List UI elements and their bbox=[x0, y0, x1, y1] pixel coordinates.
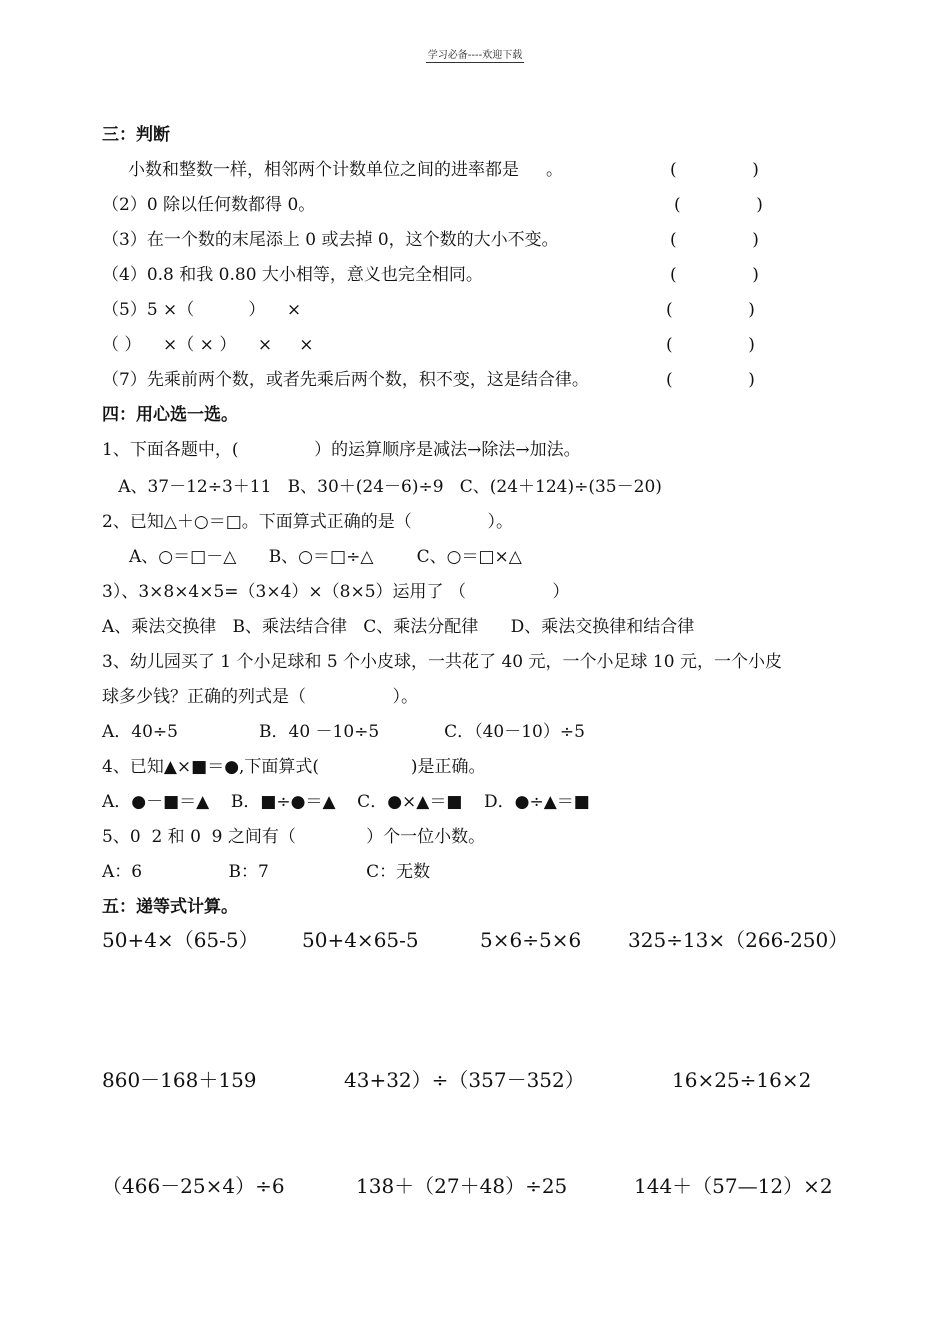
section3-title: 三：判断 bbox=[102, 125, 170, 145]
judge-paren-7[interactable]: ( ) bbox=[666, 370, 755, 390]
choice-line-9: A．40÷5 B．40 －10÷5 C．（40－10）÷5 bbox=[102, 722, 585, 742]
choice-line-6: A、乘法交换律 B、乘法结合律 C、乘法分配律 D、乘法交换律和结合律 bbox=[102, 617, 695, 637]
calc-3-3: 144＋（57—12）×2 bbox=[634, 1174, 833, 1198]
calc-1-2: 50+4×65-5 bbox=[302, 928, 419, 952]
judge-paren-1[interactable]: ( ) bbox=[670, 160, 759, 180]
judge-item-2: （2）0 除以任何数都得 0。 bbox=[102, 195, 316, 215]
choice-line-4: A、○＝□－△ B、○＝□÷△ C、○＝□×△ bbox=[102, 547, 522, 567]
choice-line-2: A、37－12÷3＋11 B、30＋(24－6)÷9 C、(24＋124)÷(35－20) bbox=[102, 477, 662, 497]
section5-title: 五：递等式计算。 bbox=[102, 897, 238, 917]
judge-item-1: 小数和整数一样，相邻两个计数单位之间的进率都是 。 bbox=[128, 160, 564, 180]
judge-paren-4[interactable]: ( ) bbox=[670, 265, 759, 285]
judge-item-4: （4）0.8 和我 0.80 大小相等，意义也完全相同。 bbox=[102, 265, 483, 285]
calc-1-1: 50+4×（65-5） bbox=[102, 928, 259, 952]
choice-line-11: A．●－■＝▲ B．■÷●＝▲ C．●×▲＝■ D．●÷▲＝■ bbox=[102, 792, 590, 812]
judge-item-7: （7）先乘前两个数，或者先乘后两个数，积不变，这是结合律。 bbox=[102, 370, 589, 390]
calc-3-1: （466－25×4）÷6 bbox=[102, 1174, 285, 1198]
choice-line-1: 1、下面各题中，( ）的运算顺序是减法→除法→加法。 bbox=[102, 440, 581, 460]
judge-paren-6[interactable]: ( ) bbox=[666, 335, 755, 355]
calc-2-2: 43+32）÷（357－352） bbox=[344, 1068, 585, 1092]
section4-title: 四：用心选一选。 bbox=[102, 405, 238, 425]
calc-2-1: 860－168＋159 bbox=[102, 1068, 257, 1092]
judge-item-3: （3）在一个数的末尾添上 0 或去掉 0，这个数的大小不变。 bbox=[102, 230, 559, 250]
choice-line-8: 球多少钱？正确的列式是（ ）。 bbox=[102, 687, 418, 707]
choice-line-10: 4、已知▲×■＝●,下面算式( )是正确。 bbox=[102, 757, 486, 777]
calc-3-2: 138＋（27＋48）÷25 bbox=[356, 1174, 568, 1198]
page-header: 学习必备----欢迎下载 bbox=[427, 50, 523, 61]
judge-item-6: （ ） ×（ × ） × × bbox=[102, 335, 314, 355]
calc-1-4: 325÷13×（266-250） bbox=[628, 928, 849, 952]
choice-line-5: 3）、3×8×4×5=（3×4）×（8×5）运用了 （ ） bbox=[102, 582, 570, 602]
choice-line-7: 3、幼儿园买了 1 个小足球和 5 个小皮球，一共花了 40 元，一个小足球 10 元，一个小皮 bbox=[102, 652, 782, 672]
calc-2-3: 16×25÷16×2 bbox=[672, 1068, 812, 1092]
choice-line-3: 2、已知△＋○＝□。下面算式正确的是（ ）。 bbox=[102, 512, 513, 532]
judge-item-5: （5）5 ×（ ） × bbox=[102, 300, 302, 320]
choice-line-12: 5、0 2 和 0 9 之间有（ ）个一位小数。 bbox=[102, 827, 486, 847]
judge-paren-3[interactable]: ( ) bbox=[670, 230, 759, 250]
calc-1-3: 5×6÷5×6 bbox=[480, 928, 582, 952]
choice-line-13: A：6 B：7 C：无数 bbox=[102, 862, 431, 882]
judge-paren-5[interactable]: ( ) bbox=[666, 300, 755, 320]
judge-paren-2[interactable]: ( ) bbox=[674, 195, 763, 215]
